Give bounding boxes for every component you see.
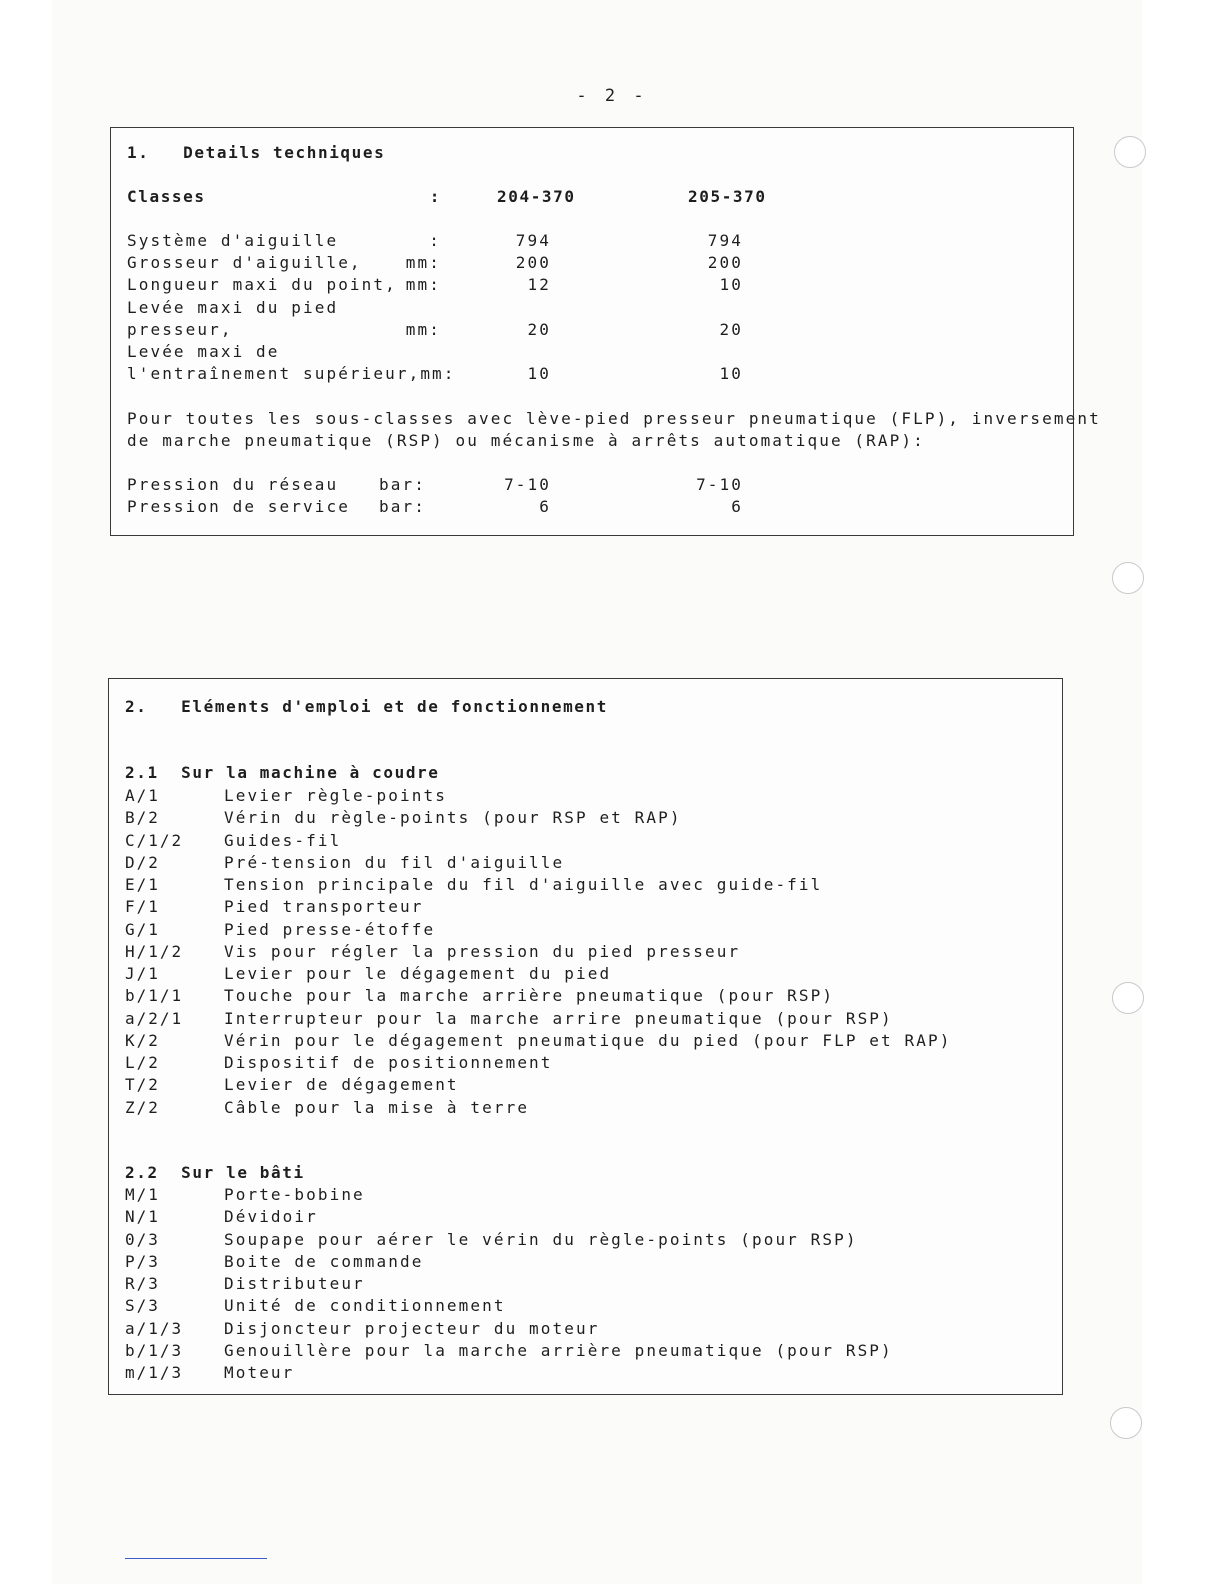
element-description: Unité de conditionnement (224, 1296, 506, 1315)
element-code: N/1 (125, 1207, 160, 1226)
element-code: M/1 (125, 1185, 160, 1204)
element-code: P/3 (125, 1252, 160, 1271)
element-description: Interrupteur pour la marche arrire pneumatique (pour RSP) (224, 1009, 893, 1028)
element-description: Moteur (224, 1363, 295, 1382)
spec-unit: mm: (405, 320, 441, 339)
element-description: Touche pour la marche arrière pneumatique (pour RSP) (224, 986, 835, 1005)
element-description: Genouillère pour la marche arrière pneumatique (pour RSP) (224, 1341, 893, 1360)
spec-unit: mm: (405, 253, 441, 272)
pressure-unit: bar: (379, 475, 426, 494)
spec-label: Grosseur d'aiguille, (127, 253, 362, 272)
element-description: Dispositif de positionnement (224, 1053, 553, 1072)
element-code: b/1/1 (125, 986, 184, 1005)
classes-separator: : (429, 187, 441, 206)
element-description: Vérin du règle-points (pour RSP et RAP) (224, 808, 682, 827)
spec-value-204: 12 (527, 275, 551, 294)
element-description: Tension principale du fil d'aiguille avec guide-fil (224, 875, 823, 894)
punch-hole (1110, 1407, 1142, 1439)
operating-elements-box (108, 678, 1063, 1395)
element-code: S/3 (125, 1296, 160, 1315)
punch-hole (1112, 562, 1144, 594)
element-code: a/2/1 (125, 1009, 184, 1028)
spec-value-205: 10 (719, 275, 743, 294)
element-code: J/1 (125, 964, 160, 983)
pressure-label: Pression de service (127, 497, 350, 516)
spec-value-204: 20 (527, 320, 551, 339)
spec-value-204: 10 (527, 364, 551, 383)
element-code: H/1/2 (125, 942, 184, 961)
element-description: Levier règle-points (224, 786, 447, 805)
element-code: R/3 (125, 1274, 160, 1293)
spec-label: Levée maxi du pied (127, 298, 339, 317)
spec-value-205: 200 (707, 253, 743, 272)
footnote-rule (125, 1558, 267, 1559)
element-code: m/1/3 (125, 1363, 184, 1382)
spec-unit: mm: (405, 275, 441, 294)
pressure-unit: bar: (379, 497, 426, 516)
element-description: Câble pour la mise à terre (224, 1098, 530, 1117)
element-description: Soupape pour aérer le vérin du règle-points (pour RSP) (224, 1230, 858, 1249)
classes-label: Classes (127, 187, 206, 206)
element-code: T/2 (125, 1075, 160, 1094)
punch-hole (1112, 982, 1144, 1014)
pressure-label: Pression du réseau (127, 475, 339, 494)
pressure-value-204: 7-10 (504, 475, 551, 494)
element-description: Porte-bobine (224, 1185, 365, 1204)
element-description: Vis pour régler la pression du pied presseur (224, 942, 741, 961)
element-code: E/1 (125, 875, 160, 894)
subsection-2-1-heading: 2.1 Sur la machine à coudre (125, 763, 440, 782)
section2-heading: 2. Eléments d'emploi et de fonctionnement (125, 697, 609, 716)
spec-value-205: 20 (719, 320, 743, 339)
element-description: Pré-tension du fil d'aiguille (224, 853, 565, 872)
element-code: b/1/3 (125, 1341, 184, 1360)
element-code: G/1 (125, 920, 160, 939)
element-description: Pied transporteur (224, 897, 424, 916)
punch-hole (1114, 136, 1146, 168)
subsection-2-2-heading: 2.2 Sur le bâti (125, 1163, 305, 1182)
element-code: 0/3 (125, 1230, 160, 1249)
section1-heading: 1. Details techniques (127, 143, 386, 162)
pressure-value-204: 6 (539, 497, 551, 516)
element-description: Boite de commande (224, 1252, 424, 1271)
element-code: A/1 (125, 786, 160, 805)
element-code: B/2 (125, 808, 160, 827)
pressure-value-205: 6 (731, 497, 743, 516)
spec-label: presseur, (127, 320, 233, 339)
pressure-value-205: 7-10 (696, 475, 743, 494)
element-description: Dévidoir (224, 1207, 318, 1226)
element-code: C/1/2 (125, 831, 184, 850)
element-code: K/2 (125, 1031, 160, 1050)
pneumatic-note-line1: Pour toutes les sous-classes avec lève-pied presseur pneumatique (FLP), inversement (127, 409, 1101, 428)
pneumatic-note-line2: de marche pneumatique (RSP) ou mécanisme à arrêts automatique (RAP): (127, 431, 925, 450)
element-description: Guides-fil (224, 831, 342, 850)
element-description: Levier de dégagement (224, 1075, 459, 1094)
spec-label: l'entraînement supérieur,mm: (127, 364, 456, 383)
spec-value-204: 794 (515, 231, 551, 250)
class-a-header: 204-370 (497, 187, 576, 206)
technical-details-box (110, 127, 1101, 536)
element-description: Distributeur (224, 1274, 365, 1293)
spec-label: Levée maxi de (127, 342, 280, 361)
element-code: D/2 (125, 853, 160, 872)
element-description: Vérin pour le dégagement pneumatique du pied (pour FLP et RAP) (224, 1031, 952, 1050)
spec-value-205: 794 (707, 231, 743, 250)
element-code: a/1/3 (125, 1319, 184, 1338)
spec-value-205: 10 (719, 364, 743, 383)
spec-label: Longueur maxi du point, (127, 275, 397, 294)
page-number: - 2 - (576, 86, 648, 106)
element-code: L/2 (125, 1053, 160, 1072)
element-code: F/1 (125, 897, 160, 916)
spec-unit: : (429, 231, 441, 250)
spec-label: Système d'aiguille (127, 231, 339, 250)
element-description: Levier pour le dégagement du pied (224, 964, 612, 983)
element-description: Disjoncteur projecteur du moteur (224, 1319, 600, 1338)
element-description: Pied presse-étoffe (224, 920, 436, 939)
element-code: Z/2 (125, 1098, 160, 1117)
class-b-header: 205-370 (688, 187, 767, 206)
spec-value-204: 200 (515, 253, 551, 272)
